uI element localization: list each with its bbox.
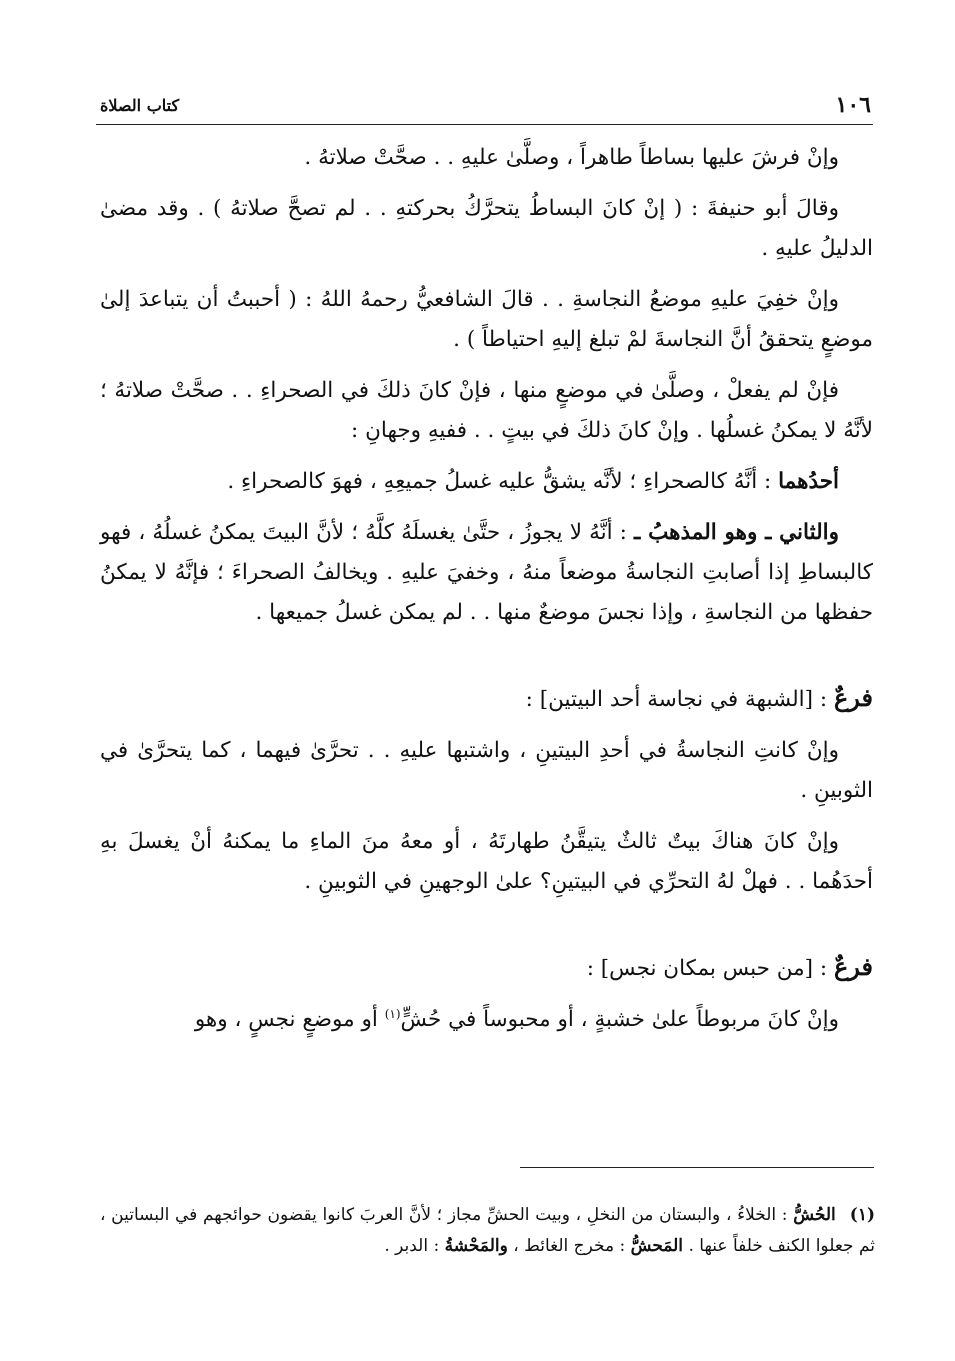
first-view-label: أحدُهما <box>778 469 839 494</box>
book-title: كتاب الصلاة <box>100 96 180 115</box>
section-title: : [من حبس بمكان نجس] : <box>586 956 834 981</box>
footnote-term: الحُشُّ <box>793 1205 836 1225</box>
second-view-text: : أنَّهُ لا يجوزُ ، حتَّىٰ يغسلَهُ كلَّهُ ؛ لأنَّ البيتَ يمكنُ غسلُهُ ، فهو كالبساطِ إذا أصابتِ النجاسةُ موضعاً منهُ ، وخفيَ عليهِ . ويخالفُ الصحراءَ ؛ فإنَّهُ لا يمكنُ حفظها من النجاسةِ ، وإذا نجسَ موضعٌ منها . . لم يمكن غسلُ جميعها . <box>100 520 873 625</box>
paragraph <box>100 462 873 502</box>
footnote-text: : مخرج الغائط ، <box>507 1236 631 1256</box>
section-heading <box>100 678 873 720</box>
footnote-term: المَحشُّ <box>630 1236 684 1256</box>
paragraph <box>100 513 873 633</box>
footnote-separator <box>520 1167 874 1168</box>
paragraph-text: وإنْ كانَ مربوطاً علىٰ خشبةٍ ، أو محبوساً في حُشٍّ <box>400 1007 839 1032</box>
page-number: ١٠٦ <box>835 92 871 118</box>
section-heading <box>100 947 873 989</box>
section-title: : [الشبهة في نجاسة أحد البيتين] : <box>525 687 834 712</box>
section-gap <box>100 913 873 947</box>
paragraph-text: أو موضعٍ نجسٍ ، وهو <box>194 1007 385 1032</box>
footnote-term: والمَحْشةُ <box>444 1236 508 1256</box>
paragraph <box>100 1000 873 1040</box>
paragraph: وإنْ خفِيَ عليهِ موضعُ النجاسةِ . . قالَ الشافعيُّ رحمهُ اللهُ : ( أحببتُ أن يتباعدَ إلىٰ موضعٍ يتحققُ أنَّ النجاسةَ لمْ تبلغ إليهِ احتياطاً ) . <box>100 287 873 352</box>
first-view-text: : أنَّهُ كالصحراءِ ؛ لأنَّه يشقُّ عليه غسلُ جميعِهِ ، فهوَ كالصحراءِ . <box>227 469 779 494</box>
footnote-ref: (١) <box>384 1006 401 1021</box>
footnote-number: (١) <box>849 1205 875 1225</box>
page-header <box>96 88 873 125</box>
paragraph: وإنْ كانَ هناكَ بيتٌ ثالثٌ يتيقَّنُ طهارتَهُ ، أو معهُ منَ الماءِ ما يمكنهُ أنْ يغسلَ بهِ أحدَهُما . . فهلْ لهُ التحرِّي في البيتينِ؟ علىٰ الوجهينِ في الثوبينِ . <box>100 829 873 894</box>
second-view-label: والثاني ـ وهو المذهبُ ـ <box>634 520 839 545</box>
footnote <box>100 1200 875 1262</box>
paragraph: وقالَ أبو حنيفةَ : ( إنْ كانَ البساطُ يتحرَّكُ بحركتهِ . . لم تصحَّ صلاتهُ ) . وقد مضىٰ الدليلُ عليهِ . <box>100 196 873 261</box>
footnote-text: : الدبر . <box>384 1236 445 1256</box>
main-text <box>100 138 873 1051</box>
paragraph: وإنْ كانتِ النجاسةُ في أحدِ البيتينِ ، واشتبها عليهِ . . تحرَّىٰ فيهما ، كما يتحرَّىٰ في الثوبينِ . <box>100 738 873 803</box>
paragraph: وإنْ فرشَ عليها بساطاً طاهراً ، وصلَّىٰ عليهِ . . صحَّتْ صلاتهُ . <box>304 145 839 170</box>
footnote-text: : الخلاءُ ، والبستان من النخلِ ، وبيت الحشِّ مجاز ؛ لأنَّ العربَ كانوا يقضون حوائجهم في البساتين ، ثم جعلوا الكنف خلفاً عنها . <box>100 1205 875 1256</box>
paragraph: فإنْ لم يفعلْ ، وصلَّىٰ في موضعٍ منها ، فإنْ كانَ ذلكَ في الصحراءِ . . صحَّتْ صلاتهُ ؛ لأنَّهُ لا يمكنُ غسلُها . وإنْ كانَ ذلكَ في بيتٍ . . ففيهِ وجهانِ : <box>100 378 873 443</box>
far-label: فرعٌ <box>833 952 873 981</box>
far-label: فرعٌ <box>833 683 873 712</box>
section-gap <box>100 644 873 678</box>
